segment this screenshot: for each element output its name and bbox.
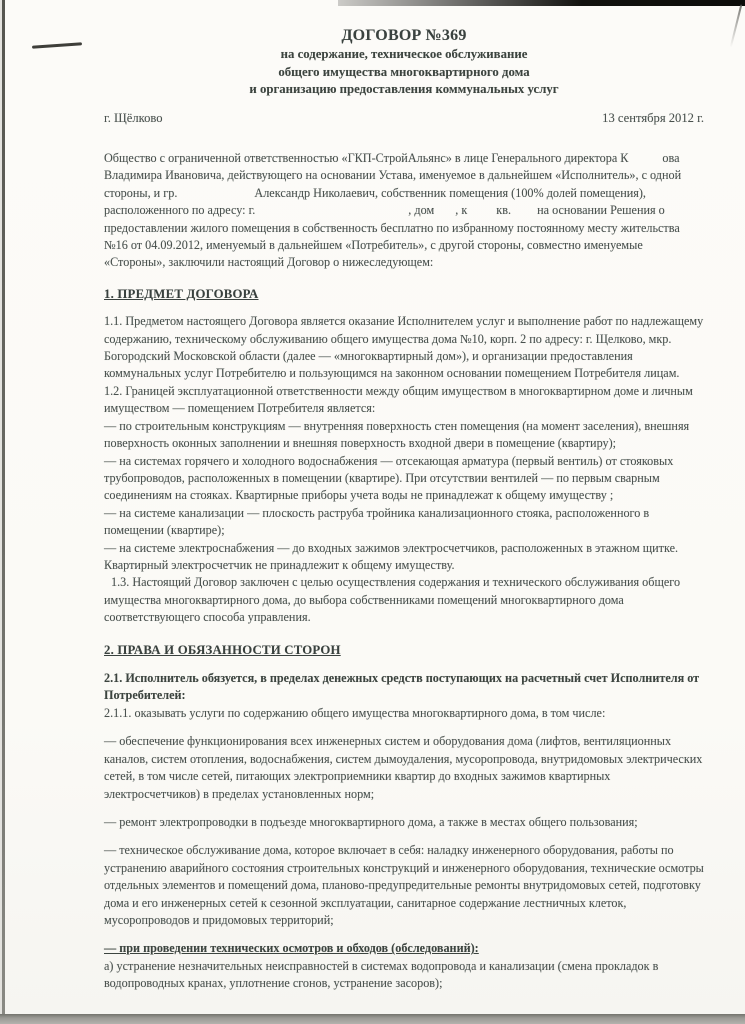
contract-subtitle-line-3: и организацию предоставления коммунальных услуг [249,82,559,96]
redaction-gap-surname [628,160,662,162]
clause-1-2-bullet-constructions: — по строительным конструкциям — внутренняя поверхность стен помещения (на момент заселения), внешняя поверхность оконных заполнении и внешняя поверхность входной двери в помещение (квартиру); [104,418,690,451]
clause-inspections-heading: — при проведении технических осмотров и обходов (обследований): [104,941,479,956]
redaction-gap-name [180,195,254,197]
scan-edge-bottom [0,1014,745,1024]
clause-1-3: 1.3. Настоящий Договор заключен с целью осуществления содержания и технического обслуживания общего имущества многоквартирного дома, до выбора собственниками помещений многоквартирного дома соответствующего способа управления. [104,575,681,625]
clause-1-2-bullet-sewer: — на системе канализации — плоскость раструба тройника канализационного стояка, расположенного в помещении (квартире); [104,505,650,538]
redaction-gap-apartment [514,212,534,214]
contract-subtitle-line-2: общего имущества многоквартирного дома [278,64,530,79]
preamble-text: Общество с ограниченной ответственностью «ГКП-СтройАльянс» в лице Генерального директора К [104,150,629,165]
section-1-heading: 1. ПРЕДМЕТ ДОГОВОРА [104,286,259,301]
pen-mark-artifact [32,42,82,48]
clause-2-1-1-bullet-systems: — обеспечение функционирования всех инженерных систем и оборудования дома (лифтов, вентиляционных каналов, систем отопления, водоснабжения, систем дымоудаления, мусоропровода, внутридомовых электрических сетей, в том числе сетей, питающих электроприемники квартир до входных зажимов квартирных электросчетчиков) в пределах установленных норм; [104,734,703,801]
preamble-text: Александр Николаевич, собственник помещения (100% долей помещения), расположенного по адресу: г. [104,185,646,218]
preamble-paragraph [104,150,704,272]
clause-1-2-bullet-water: — на системах горячего и холодного водоснабжения — отсекающая арматура (первый вентиль) от стояковых трубопроводов, расположенных в помещении (квартире). При отсутствии вентилей — по первым сварным соединениям на стояках. Квартирные приборы учета воды не принадлежат к общему имуществу ; [104,453,674,503]
preamble-text: , к [455,203,468,218]
contract-date: 13 сентября 2012 г. [602,110,704,125]
clause-2-1: 2.1. Исполнитель обязуется, в пределах денежных средств поступающих на расчетный счет Исполнителя от Потребителей: [104,671,700,703]
scan-edge-top [338,0,745,6]
preamble-text: на основании Решения о предоставлении жилого помещения в собственность бесплатно по избранному постоянному месту жительства №16 от 04.09.2012, именуемый в дальнейшем «Потребитель», с другой стороны, совместно именуемые «Стороны», заключили настоящий Договор о нижеследующем: [104,203,680,270]
clause-2-1-1-bullet-wiring: — ремонт электропроводки в подъезде многоквартирного дома, а также в местах общего пользования; [104,814,638,829]
contract-subtitle-line-1: на содержание, техническое обслуживание [280,47,528,61]
redaction-gap-address [258,212,408,214]
scan-edge-left [2,0,5,1024]
section-2-heading: 2. ПРАВА И ОБЯЗАННОСТИ СТОРОН [104,642,341,657]
redaction-gap-building [467,212,493,214]
clause-2-1-1-bullet-maintenance: — техническое обслуживание дома, которое включает в себя: наладку инженерного оборудования, работы по устранению аварийного состояния строительных конструкций и инженерного оборудования, технические осмотры отдельных элементов и помещений дома, планово-предупредительные ремонты внутридомовых сетей, подготовку дома и его инженерных сетей к сезонной эксплуатации, санитарное содержание лестничных клеток, мусоропроводов и придомовых территорий; [104,843,704,927]
contract-content [104,26,704,993]
clause-1-2: 1.2. Границей эксплуатационной ответственности между общим имуществом в многоквартирном доме и личным имуществом — помещением Потребителя является: [104,383,693,416]
redaction-gap-house [437,212,455,214]
preamble-text: , дом [408,203,438,218]
clause-1-2-bullet-electric: — на системе электроснабжения — до входных зажимов электросчетчиков, расположенных в этажном щитке. Квартирный электросчетчик не принадлежит к общему имуществу. [104,540,679,572]
clause-1-1: 1.1. Предметом настоящего Договора является оказание Исполнителем услуг и выполнение работ по надлежащему содержанию, техническому обслуживанию общего имущества дома №10, корп. 2 по адресу: г. Щелково, мкр. Богородский Московской области (далее — «многоквартирный дом»), и организации предоставления коммунальных услуг Потребителю и пользующимся на законном основании помещением Потребителя лицам. [104,314,704,381]
preamble-text: ова Владимира Ивановича, действующего на основании Устава, именуемое в дальнейшем «Исполнитель», с одной стороны, и гр. [104,150,682,200]
clause-inspections-item-a: а) устранение незначительных неисправностей в системах водопровода и канализации (смена прокладок в водопроводных кранах, уплотнение сгонов, устранение засоров); [104,958,659,991]
clause-2-1-1: 2.1.1. оказывать услуги по содержанию общего имущества многоквартирного дома, в том числе: [104,705,606,720]
contract-place: г. Щёлково [104,110,163,125]
contract-title: ДОГОВОР №369 [341,27,467,44]
place-date-row [104,110,704,127]
preamble-text: кв. [493,203,515,218]
contract-page [4,0,745,1014]
